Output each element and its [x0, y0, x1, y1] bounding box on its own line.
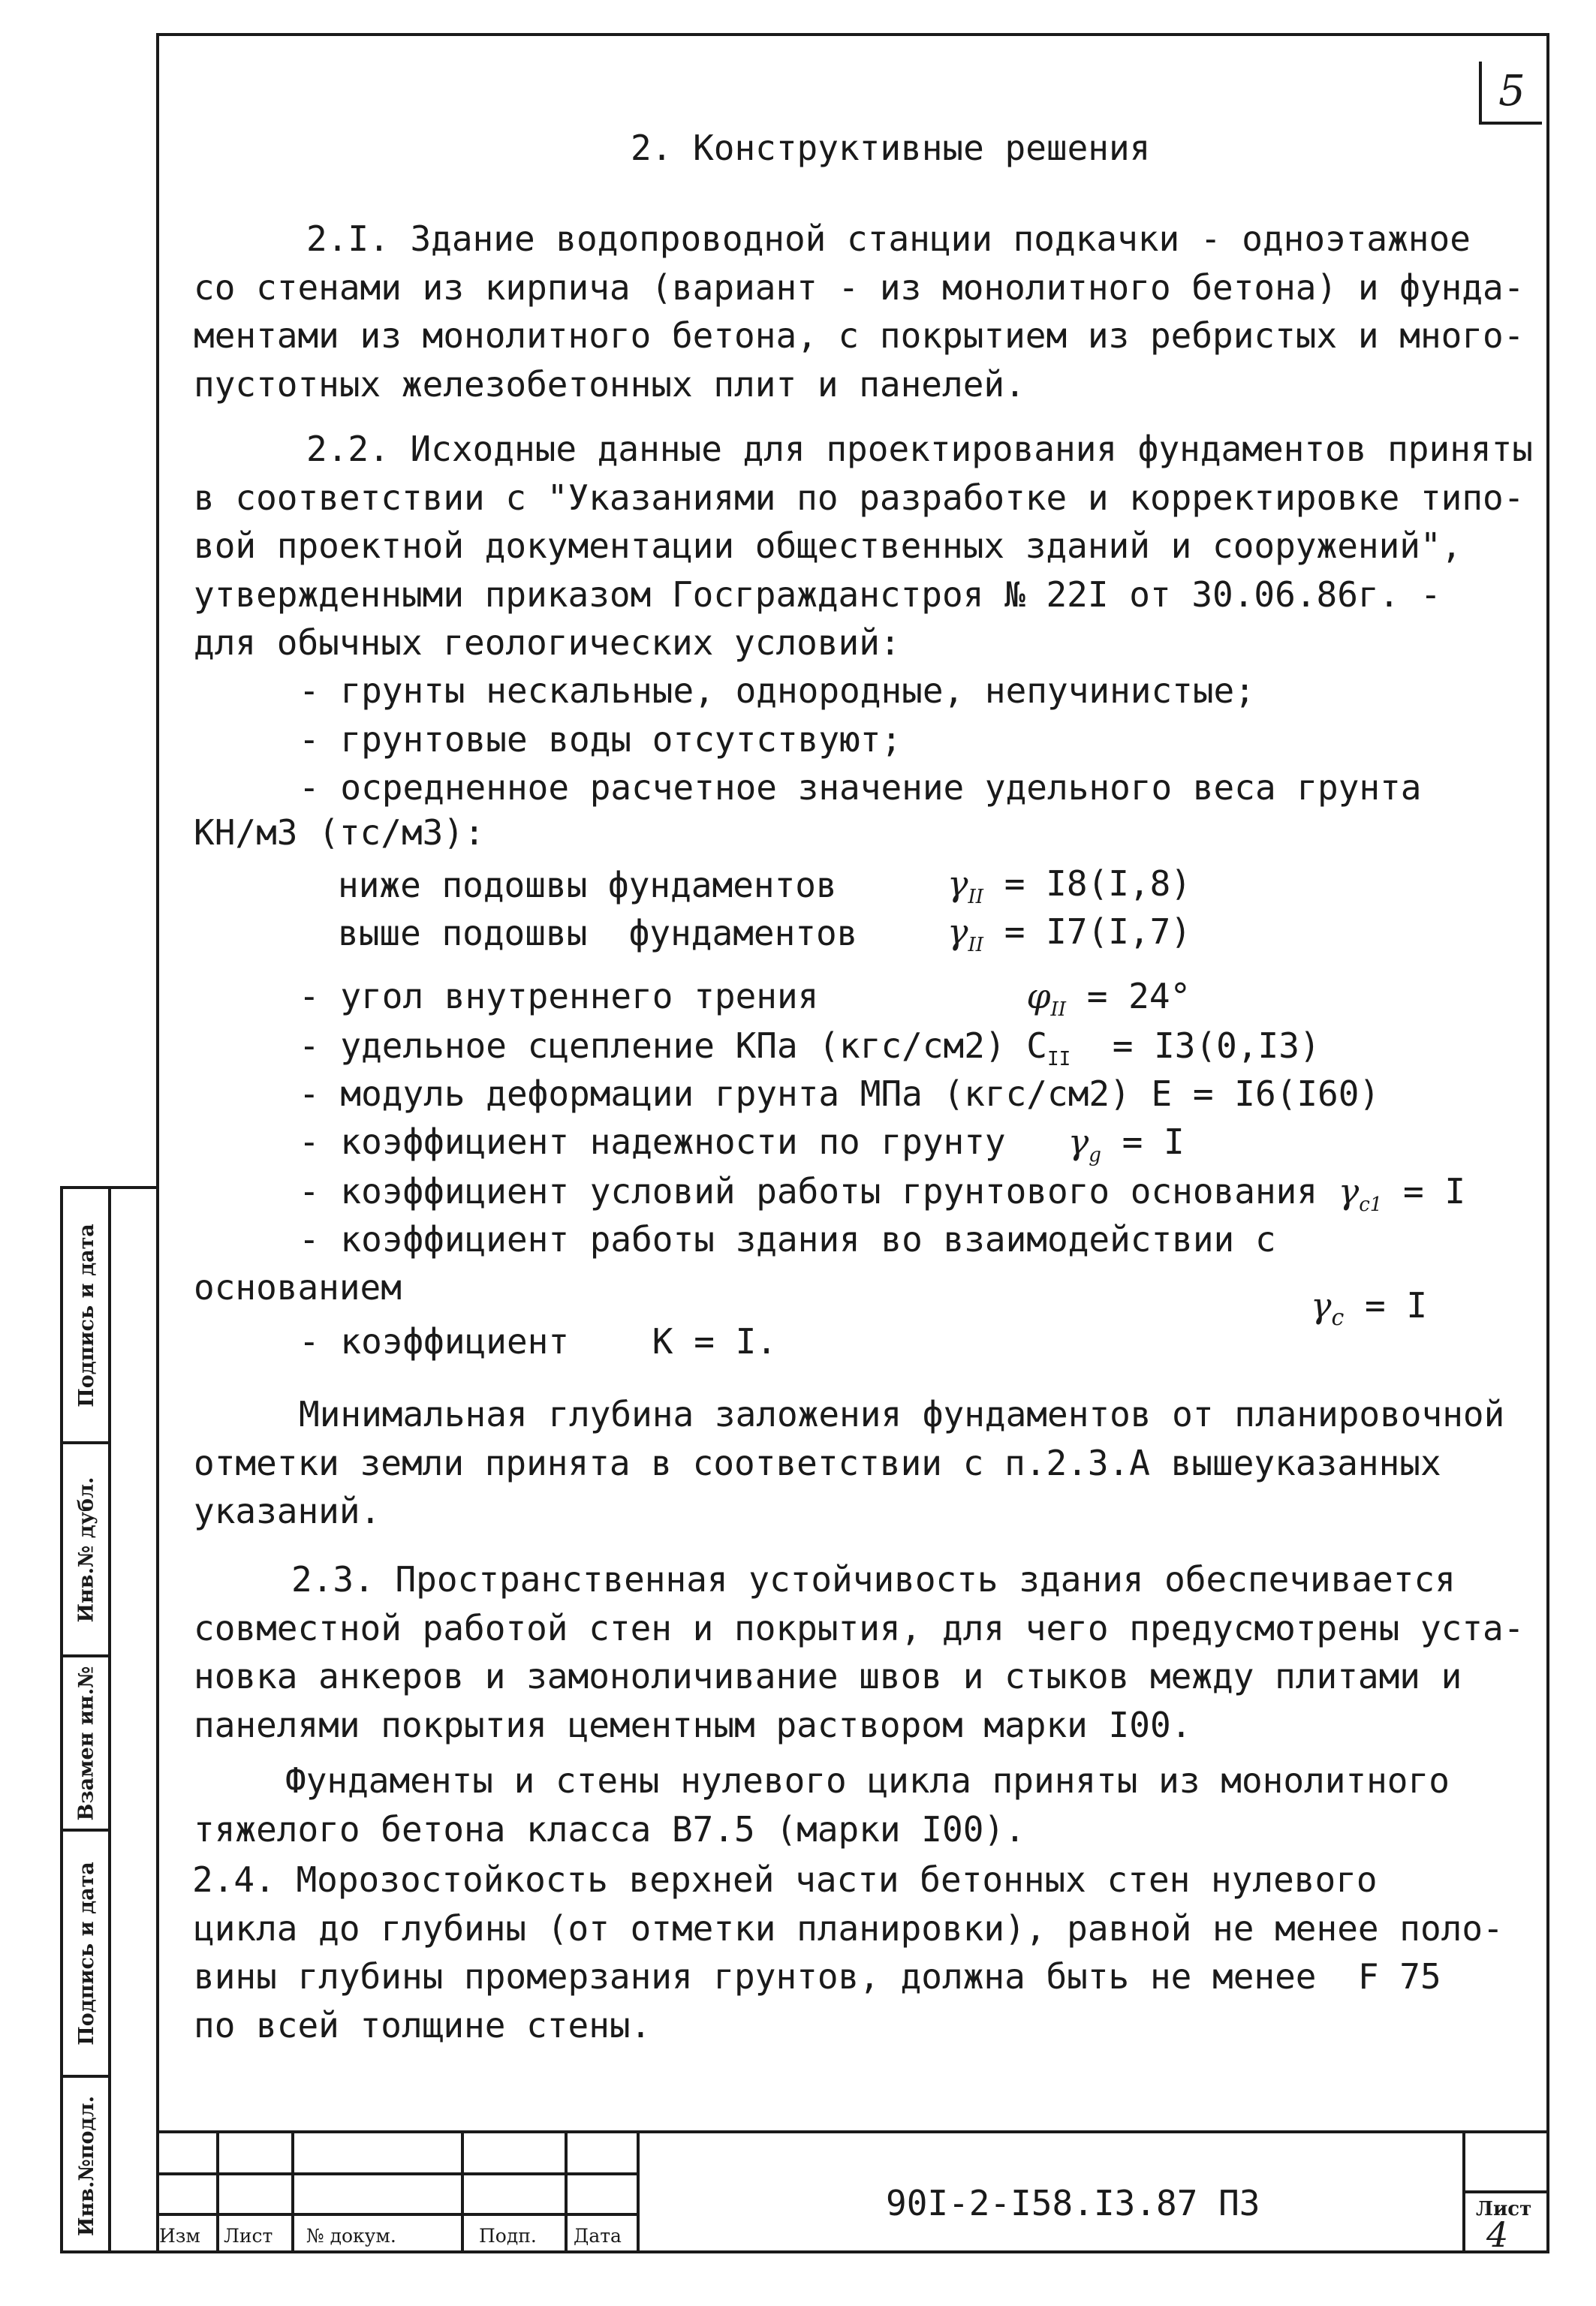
text-line: новка анкеров и замоноличивание швов и стыков между плитами и — [194, 1656, 1462, 1696]
subscript: II — [968, 934, 984, 957]
param-text: - коэффициент условий работы грунтового основания — [299, 1171, 1318, 1212]
building-coef-line1: - коэффициент работы здания во взаимодействии с — [299, 1219, 1276, 1260]
text-line: 2.2. Исходные данные для проектирования фундаментов приняты — [306, 429, 1533, 469]
paragraph-2-1 — [194, 215, 1525, 408]
divider — [291, 2130, 294, 2253]
param-value: = I — [1365, 1285, 1428, 1326]
col-label: Лист — [224, 2225, 273, 2247]
divider — [461, 2130, 464, 2253]
conditions-list — [299, 667, 1596, 812]
subscript: II — [968, 886, 984, 909]
text-line: ментами из монолитного бетона, с покрытием из ребристых и много- — [194, 315, 1525, 356]
param-text: - коэффициент надежности по грунту — [299, 1121, 1006, 1162]
title-block — [156, 2130, 1549, 2253]
text-line: в соответствии с "Указаниями по разработке и корректировке типо- — [194, 477, 1525, 518]
section-title: 2. Конструктивные решения — [631, 128, 1151, 168]
text-line: вины глубины промерзания грунтов, должна быть не менее F 75 — [194, 1956, 1441, 1997]
paragraph-2-4 — [192, 1856, 1504, 2049]
paragraph-foundations — [194, 1757, 1500, 1853]
param-text: - удельное сцепление КПа (кгс/см2) C — [299, 1025, 1047, 1066]
text-line: Минимальная глубина заложения фундаментов от планировочной — [299, 1394, 1505, 1434]
soil-below-label: ниже подошвы фундаментов — [338, 865, 837, 905]
list-item: - грунты нескальные, однородные, непучинистые; — [299, 670, 1255, 711]
gamma-symbol: γ — [1338, 1171, 1360, 1212]
text-line: совместной работой стен и покрытия, для чего предусмотрены уста- — [194, 1607, 1525, 1648]
divider — [637, 2130, 640, 2253]
text-line: 2.I. Здание водопроводной станции подкачки - одноэтажное — [306, 218, 1471, 259]
text-line: 2.3. Пространственная устойчивость здания обеспечивается — [291, 1559, 1456, 1600]
subscript: II — [1050, 998, 1067, 1022]
soil-below-formula — [947, 863, 1191, 908]
side-label-text: Подпись и дата — [74, 1223, 98, 1407]
side-label — [66, 1189, 107, 1441]
text-line: указаний. — [194, 1491, 381, 1531]
param-value: = 24° — [1086, 976, 1191, 1016]
param-value: = I — [1403, 1171, 1466, 1212]
subscript: c1 — [1359, 1194, 1383, 1217]
sheet-number: 4 — [1486, 2214, 1509, 2255]
col-label: Подп. — [479, 2225, 537, 2247]
paragraph-2-3 — [194, 1555, 1525, 1749]
side-label — [66, 1832, 107, 2075]
phi-symbol: φ — [1026, 976, 1051, 1016]
sheet-label: Лист — [1476, 2198, 1532, 2220]
param-cohesion — [299, 1025, 1320, 1070]
side-label — [66, 1657, 107, 1829]
k-coefficient: - коэффициент К = I. — [299, 1321, 777, 1362]
param-value: = I3(0,I3) — [1071, 1025, 1320, 1066]
side-stamp-strip — [60, 1186, 156, 2253]
paragraph-min-depth — [194, 1390, 1505, 1536]
side-label — [66, 1444, 107, 1654]
gamma-symbol: γ — [1068, 1121, 1089, 1162]
divider — [216, 2130, 219, 2253]
text-line: тяжелого бетона класса В7.5 (марки I00). — [194, 1808, 1025, 1850]
gamma-symbol: γ — [1311, 1285, 1332, 1326]
text-line: для обычных геологических условий: — [194, 622, 901, 663]
col-label: Изм — [159, 2225, 200, 2247]
corner-page-number: 5 — [1479, 62, 1542, 125]
param-work-conditions — [299, 1171, 1465, 1216]
text-line: Фундаменты и стены нулевого цикла приняты из монолитного — [285, 1760, 1450, 1801]
divider — [156, 2130, 1549, 2133]
text-line: со стенами из кирпича (вариант - из монолитного бетона) и фунда- — [194, 266, 1525, 308]
unit-line: КН/м3 (тс/м3): — [194, 812, 485, 853]
param-friction-angle — [299, 976, 1191, 1021]
text-line: по всей толщине стены. — [194, 2004, 652, 2046]
building-coef-formula — [1311, 1285, 1427, 1331]
gamma-symbol: γ — [947, 863, 968, 904]
text-line: вой проектной документации общественных зданий и сооружений", — [194, 525, 1462, 566]
side-label-text: Инв.№подл. — [74, 2095, 98, 2236]
param-value: = I — [1122, 1121, 1185, 1162]
param-text: - угол внутреннего трения — [299, 976, 819, 1016]
building-coef-line2: основанием — [194, 1267, 402, 1308]
col-label: Дата — [574, 2225, 622, 2247]
subscript: II — [1047, 1048, 1071, 1071]
soil-below-value: = I8(I,8) — [1004, 863, 1191, 904]
gamma-symbol: γ — [947, 911, 968, 952]
col-label: № докум. — [306, 2225, 396, 2247]
text-line: цикла до глубины (от отметки планировки), равной не менее поло- — [194, 1907, 1504, 1949]
soil-above-formula — [947, 911, 1191, 956]
list-item: - грунтовые воды отсутствуют; — [299, 718, 902, 760]
paragraph-2-2 — [194, 425, 1533, 667]
side-label-text: Подпись и дата — [74, 1861, 98, 2046]
subscript: c — [1331, 1305, 1345, 1332]
text-line: отметки земли принята в соответствии с п.2.3.А вышеуказанных — [194, 1442, 1441, 1483]
soil-above-label: выше подошвы фундаментов — [338, 913, 858, 953]
param-reliability — [299, 1121, 1185, 1167]
divider — [1462, 2190, 1549, 2193]
document-number: 90I-2-I58.I3.87 ПЗ — [886, 2183, 1260, 2223]
text-line: утвержденными приказом Госгражданстроя № 22I от 30.06.86г. - — [194, 573, 1441, 615]
divider — [565, 2130, 568, 2253]
text-line: 2.4. Морозостойкость верхней части бетонных стен нулевого — [192, 1859, 1378, 1900]
text-line: пустотных железобетонных плит и панелей. — [194, 363, 1025, 405]
subscript: g — [1089, 1144, 1101, 1167]
divider — [108, 1189, 111, 2250]
text-line: панелями покрытия цементным раствором марки I00. — [194, 1704, 1192, 1745]
side-label-text: Инв.№ дубл. — [74, 1477, 98, 1622]
soil-above-value: = I7(I,7) — [1004, 911, 1191, 952]
param-deformation: - модуль деформации грунта МПа (кгс/см2) E = I6(I60) — [299, 1073, 1381, 1114]
side-label — [66, 2078, 107, 2253]
side-label-text: Взамен ин.№ — [74, 1666, 98, 1820]
list-item: - осредненное расчетное значение удельного веса грунта — [299, 767, 1422, 808]
